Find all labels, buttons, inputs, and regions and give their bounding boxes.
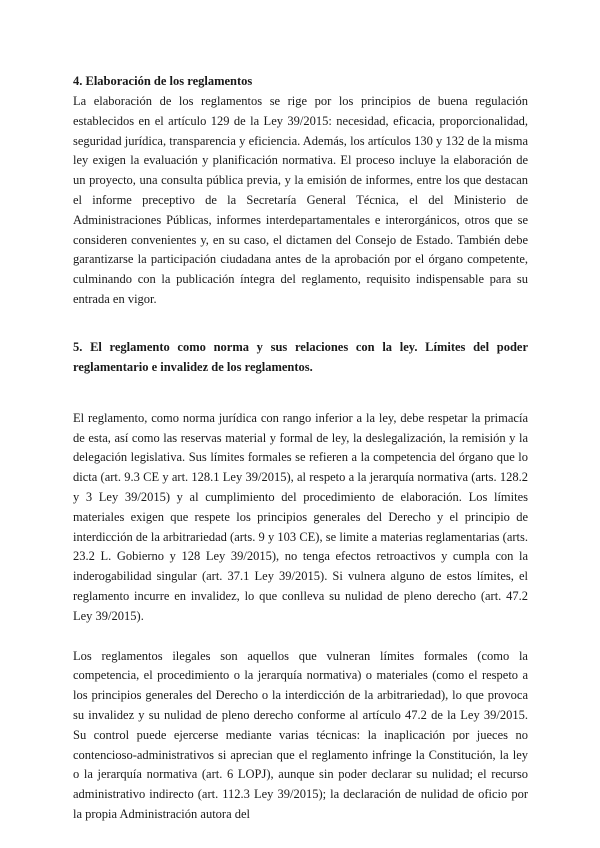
section-5-paragraph-1: El reglamento, como norma jurídica con rango inferior a la ley, debe respetar la primacía de esta, así como las reservas material y formal de ley, la deslegalización, la remisión y la delegación legislativa. Sus límites formales se refieren a la competencia del órgano que lo dicta (art. 9.3 CE y art. 128.1 Ley 39/2015), al respeto a la jerarquía normativa (arts. 128.2 y 3 Ley 39/2015) y al cumplimiento del procedimiento de elaboración. Los límites materiales exigen que respete los principios generales del Derecho y el principio de interdicción de la arbitrariedad (arts. 9 y 103 CE), se limite a materias reglamentarias (arts. 23.2 L. Gobierno y 128 Ley 39/2015), no tenga efectos retroactivos y cumpla con la inderogabilidad singular (art. 37.1 Ley 39/2015). Si vulnera alguno de estos límites, el reglamento incurre en invalidez, lo que conlleva su nulidad de pleno derecho (art. 47.2 Ley 39/2015). (73, 410, 528, 623)
section-4-paragraph: La elaboración de los reglamentos se rige por los principios de buena regulación establecidos en el artículo 129 de la Ley 39/2015: necesidad, eficacia, proporcionalidad, seguridad jurídica, transparencia y eficiencia. Además, los artículos 130 y 132 de la misma ley exigen la evaluación y planificación normativa. El proceso incluye la elaboración de un proyecto, una consulta pública previa, y la emisión de informes, entre los que destacan el informe preceptivo de la Secretaría General Técnica, el del Ministerio de Administraciones Públicas, informes interdepartamentales e interorgánicos, otros que se consideren convenientes y, en su caso, el dictamen del Consejo de Estado. También debe garantizarse la participación ciudadana antes de la aprobación por el órgano competente, culminando con la publicación íntegra del reglamento, requisito indispensable para su entrada en vigor. (73, 94, 528, 306)
document-body (73, 72, 528, 825)
section-4-heading: 4. Elaboración de los reglamentos (73, 74, 253, 88)
section-5-heading: 5. El reglamento como norma y sus relaciones con la ley. Límites del poder reglamentario e invalidez de los reglamentos. (73, 339, 528, 374)
section-5-paragraph-2: Los reglamentos ilegales son aquellos que vulneran límites formales (como la competencia, el procedimiento o la jerarquía normativa) o materiales (como el respeto a los principios generales del Derecho o la interdicción de la arbitrariedad), lo que provoca su invalidez y su nulidad de pleno derecho conforme al artículo 47.2 de la Ley 39/2015. Su control puede ejercerse mediante varias técnicas: la inaplicación por jueces no contencioso-administrativos si aprecian que el reglamento infringe la Constitución, la ley o la jerarquía normativa (art. 6 LOPJ), aunque sin poder declarar su nulidad; el recurso administrativo indirecto (art. 112.3 Ley 39/2015); la declaración de nulidad de oficio por la propia Administración autora del (73, 648, 528, 821)
